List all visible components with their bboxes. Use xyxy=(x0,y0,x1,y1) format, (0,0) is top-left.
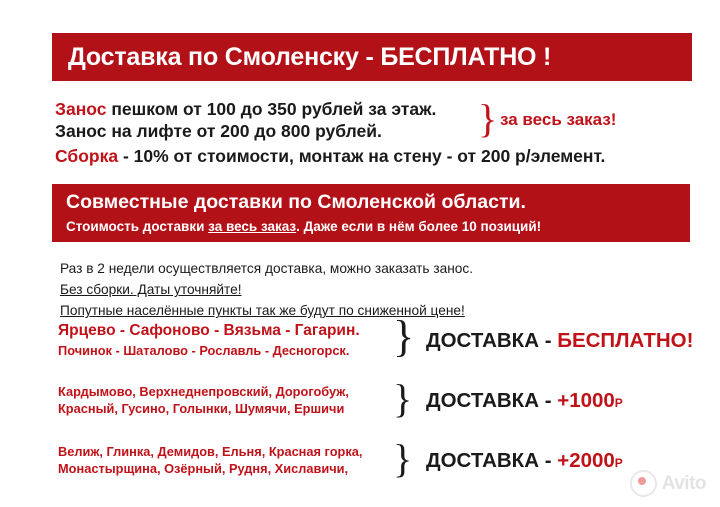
terms-line-1-keyword: Занос xyxy=(55,99,107,119)
zone-cities xyxy=(58,321,388,359)
avito-watermark xyxy=(630,470,706,497)
info-line-2 xyxy=(60,279,660,300)
info-line-2-b: Даты уточняйте! xyxy=(133,282,242,298)
info-line-3-text: Попутные населённые пункты так же будут по сниженной цене! xyxy=(60,303,465,319)
zone-label xyxy=(426,389,623,413)
info-line-3 xyxy=(60,300,660,321)
terms-note: за весь заказ! xyxy=(500,110,617,129)
oblast-banner-sub xyxy=(66,219,541,234)
zone-price: БЕСПЛАТНО! xyxy=(557,329,694,352)
oblast-sub-underlined: за весь заказ xyxy=(208,218,297,234)
oblast-sub-suffix: . Даже если в нём более 10 позиций! xyxy=(296,218,542,234)
terms-line-3-keyword: Сборка xyxy=(55,145,119,166)
zone-cities-line-2: Починок - Шаталово - Рославль - Десногорск. xyxy=(58,342,350,358)
zone-cities-line-1: Велиж, Глинка, Демидов, Ельня, Красная горка, xyxy=(58,444,363,459)
zone-price: +2000 xyxy=(557,449,615,472)
zone-cities-line-1: Кардымово, Верхнеднепровский, Дорогобуж, xyxy=(58,384,349,399)
zone-currency: Р xyxy=(614,396,623,410)
avito-watermark-text: Avito xyxy=(661,472,706,494)
zone-cities-line-2: Красный, Гусино, Голынки, Шумячи, Ершичи xyxy=(58,401,345,417)
zone-label-text: ДОСТАВКА - xyxy=(426,389,558,412)
zone-label xyxy=(426,449,623,473)
zone-label-text: ДОСТАВКА - xyxy=(426,449,558,472)
oblast-banner-title: Совместные доставки по Смоленской области. xyxy=(66,191,526,214)
terms-line-3-rest: - 10% от стоимости, монтаж на стену - от 200 р/элемент. xyxy=(118,145,606,166)
zone-label xyxy=(426,329,693,353)
terms-line-3 xyxy=(55,145,675,167)
info-paragraph xyxy=(60,258,660,322)
terms-brace: } xyxy=(478,96,498,141)
oblast-banner xyxy=(52,184,690,242)
main-banner-text: Доставка по Смоленску - БЕСПЛАТНО ! xyxy=(68,42,552,71)
delivery-terms-block xyxy=(55,98,675,167)
zone-currency: Р xyxy=(614,456,623,470)
oblast-sub-prefix: Стоимость доставки xyxy=(66,218,209,234)
terms-line-1-rest: пешком от 100 до 350 рублей за этаж. xyxy=(106,99,437,119)
zone-cities xyxy=(58,443,388,478)
zone-brace: } xyxy=(393,312,415,361)
info-line-2-a: Без сборки. xyxy=(60,282,134,298)
zone-brace: } xyxy=(393,436,413,481)
zone-price: +1000 xyxy=(557,389,615,412)
main-banner xyxy=(52,33,692,81)
avito-logo-icon xyxy=(630,470,657,497)
info-line-1: Раз в 2 недели осуществляется доставка, можно заказать занос. xyxy=(60,261,474,276)
zone-cities-line-1: Ярцево - Сафоново - Вязьма - Гагарин. xyxy=(58,322,360,339)
zone-cities xyxy=(58,383,388,418)
terms-line-2-text: Занос на лифте от 200 до 800 рублей. xyxy=(55,121,382,142)
zone-label-text: ДОСТАВКА - xyxy=(426,329,558,352)
zone-cities-line-2: Монастырщина, Озёрный, Рудня, Хиславичи, xyxy=(58,461,349,477)
zone-brace: } xyxy=(393,376,413,421)
